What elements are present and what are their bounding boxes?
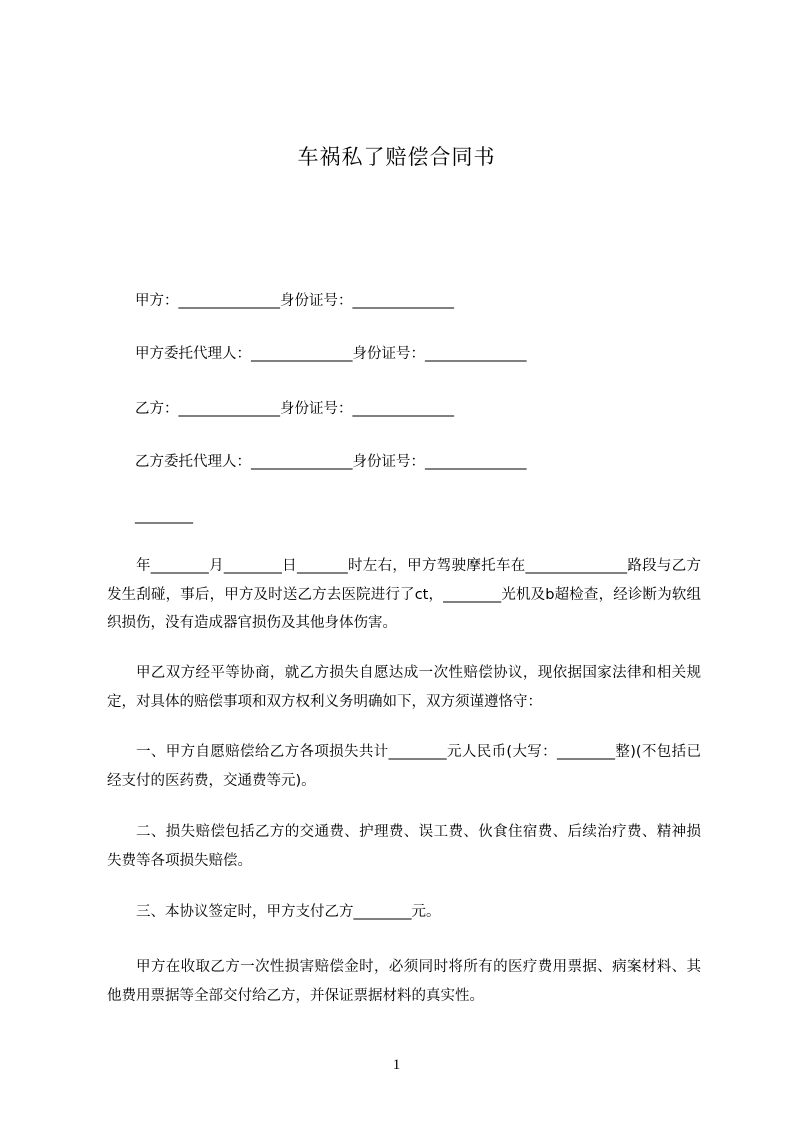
accident-paragraph: 年________月________日_______时左右，甲方驾驶摩托车在______________路段与乙方发生刮碰，事后，甲方及时送乙方去医院进行了ct，________光机及b超检查，经诊断为软组织损伤，没有造成器官损伤及其他身体伤害。 [107, 558, 701, 631]
party-a-agent-line: 甲方委托代理人：______________身份证号：______________ [135, 346, 527, 362]
document-title: 车祸私了赔偿合同书 [297, 145, 496, 169]
party-b-line: 乙方：______________身份证号：______________ [135, 401, 454, 417]
page-number: 1 [392, 1057, 401, 1073]
clause-three: 三、本协议签定时，甲方支付乙方________元。 [136, 904, 441, 920]
clause-one: 一、甲方自愿赔偿给乙方各项损失共计________元人民币(大写：________整)(不包括已经支付的医药费，交通费等元)。 [107, 744, 701, 789]
receipts-paragraph: 甲方在收取乙方一次性损害赔偿金时，必须同时将所有的医疗费用票据、病案材料、其他费用票据等全部交付给乙方，并保证票据材料的真实性。 [107, 959, 701, 1004]
blank-line: ________ [135, 508, 193, 524]
clause-two: 二、损失赔偿包括乙方的交通费、护理费、误工费、伙食住宿费、后续治疗费、精神损失费等各项损失赔偿。 [107, 824, 701, 869]
party-b-agent-line: 乙方委托代理人：______________身份证号：______________ [135, 454, 527, 470]
negotiation-paragraph: 甲乙双方经平等协商，就乙方损失自愿达成一次性赔偿协议，现依据国家法律和相关规定，对具体的赔偿事项和双方权利义务明确如下，双方须谨遵恪守： [107, 665, 701, 710]
party-a-line: 甲方：______________身份证号：______________ [135, 293, 454, 309]
